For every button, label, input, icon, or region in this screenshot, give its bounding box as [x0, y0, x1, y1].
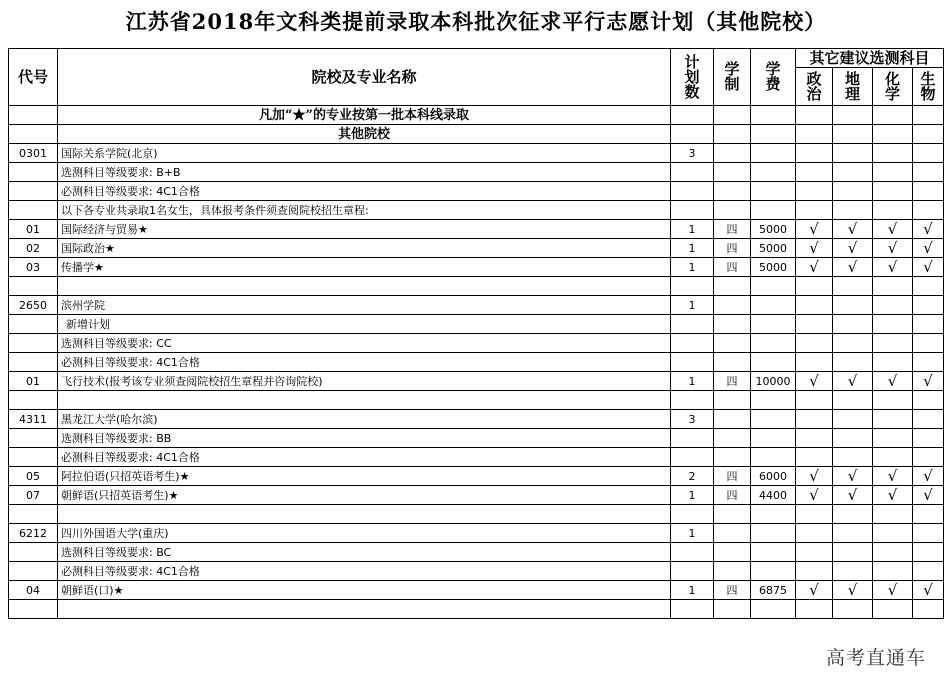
- watermark-text: 高考直通车: [825, 647, 926, 669]
- subject-check-cell: [913, 524, 944, 543]
- fee-cell: [751, 277, 796, 296]
- years-cell: [714, 524, 751, 543]
- subject-check-cell: [913, 163, 944, 182]
- subject-check-cell: [833, 391, 873, 410]
- subject-check-cell: [833, 543, 873, 562]
- subject-check-cell: √: [833, 486, 873, 505]
- subject-check-cell: [796, 163, 833, 182]
- subject-check-cell: [873, 353, 913, 372]
- subject-check-cell: [833, 163, 873, 182]
- name-cell: 四川外国语大学(重庆): [58, 524, 671, 543]
- name-cell: 朝鲜语(口)★: [58, 581, 671, 600]
- subject-check-cell: [873, 106, 913, 125]
- name-cell: 选测科目等级要求: BB: [58, 429, 671, 448]
- years-cell: [714, 543, 751, 562]
- header-years-text: 学 制: [724, 60, 740, 93]
- table-row: [9, 334, 944, 353]
- quota-cell: [671, 505, 714, 524]
- years-cell: 四: [714, 467, 751, 486]
- subject-check-cell: √: [913, 239, 944, 258]
- fee-cell: [751, 201, 796, 220]
- fee-cell: [751, 334, 796, 353]
- table-row: [9, 543, 944, 562]
- subject-check-cell: [796, 505, 833, 524]
- fee-cell: [751, 448, 796, 467]
- subject-check-cell: [796, 429, 833, 448]
- name-cell: 黑龙江大学(哈尔滨): [58, 410, 671, 429]
- subject-check-cell: [833, 277, 873, 296]
- fee-cell: [751, 125, 796, 144]
- subject-check-cell: [913, 562, 944, 581]
- code-cell: [9, 562, 58, 581]
- table-row: [9, 562, 944, 581]
- quota-cell: 3: [671, 410, 714, 429]
- quota-cell: [671, 182, 714, 201]
- code-cell: 01: [9, 372, 58, 391]
- quota-cell: [671, 125, 714, 144]
- fee-cell: 5000: [751, 239, 796, 258]
- fee-cell: [751, 353, 796, 372]
- years-cell: [714, 391, 751, 410]
- subject-check-cell: √: [796, 258, 833, 277]
- fee-cell: [751, 429, 796, 448]
- subject-check-cell: √: [796, 467, 833, 486]
- subject-check-cell: [873, 505, 913, 524]
- header-years: [714, 49, 751, 106]
- years-cell: [714, 600, 751, 619]
- subject-check-cell: [873, 543, 913, 562]
- subject-check-cell: [913, 334, 944, 353]
- code-cell: 04: [9, 581, 58, 600]
- name-cell: [58, 505, 671, 524]
- code-cell: [9, 182, 58, 201]
- code-cell: 0301: [9, 144, 58, 163]
- code-cell: [9, 543, 58, 562]
- table-row: [9, 372, 944, 391]
- quota-cell: 2: [671, 467, 714, 486]
- fee-cell: 10000: [751, 372, 796, 391]
- table-row: [9, 220, 944, 239]
- name-cell: 国际关系学院(北京): [58, 144, 671, 163]
- quota-cell: 3: [671, 144, 714, 163]
- name-cell: 其他院校: [58, 125, 671, 144]
- table-row: [9, 277, 944, 296]
- subject-check-cell: [873, 448, 913, 467]
- subject-check-cell: [796, 543, 833, 562]
- subject-check-cell: √: [833, 372, 873, 391]
- years-cell: [714, 562, 751, 581]
- name-cell: 飞行技术(报考该专业须查阅院校招生章程并咨询院校): [58, 372, 671, 391]
- code-cell: 03: [9, 258, 58, 277]
- name-cell: [58, 277, 671, 296]
- subject-check-cell: [796, 277, 833, 296]
- code-cell: 02: [9, 239, 58, 258]
- fee-cell: [751, 524, 796, 543]
- header-subject-geography: 地 理: [833, 68, 873, 106]
- subject-check-cell: √: [873, 467, 913, 486]
- quota-cell: [671, 562, 714, 581]
- name-cell: 滨州学院: [58, 296, 671, 315]
- subject-check-cell: [913, 277, 944, 296]
- subject-check-cell: [833, 505, 873, 524]
- quota-cell: 1: [671, 220, 714, 239]
- subject-check-cell: √: [833, 467, 873, 486]
- name-cell: 选测科目等级要求: B+B: [58, 163, 671, 182]
- quota-cell: [671, 277, 714, 296]
- table-row: [9, 486, 944, 505]
- subject-check-cell: √: [796, 581, 833, 600]
- fee-cell: [751, 106, 796, 125]
- subject-check-cell: [796, 315, 833, 334]
- years-cell: 四: [714, 239, 751, 258]
- subject-check-cell: √: [873, 486, 913, 505]
- subject-check-cell: [873, 277, 913, 296]
- name-cell: 凡加“★”的专业按第一批本科线录取: [58, 106, 671, 125]
- fee-cell: [751, 600, 796, 619]
- years-cell: [714, 334, 751, 353]
- quota-cell: 1: [671, 372, 714, 391]
- quota-cell: 1: [671, 258, 714, 277]
- subject-check-cell: √: [913, 467, 944, 486]
- fee-cell: 4400: [751, 486, 796, 505]
- code-cell: [9, 505, 58, 524]
- fee-cell: [751, 505, 796, 524]
- header-subject-chemistry: 化 学: [873, 68, 913, 106]
- name-cell: 必测科目等级要求: 4C1合格: [58, 182, 671, 201]
- subject-check-cell: √: [913, 258, 944, 277]
- subject-check-cell: [833, 410, 873, 429]
- subject-check-cell: [873, 144, 913, 163]
- quota-cell: [671, 353, 714, 372]
- years-cell: 四: [714, 220, 751, 239]
- subject-check-cell: [796, 334, 833, 353]
- header-subject-politics: 政 治: [796, 68, 833, 106]
- table-row: [9, 163, 944, 182]
- fee-cell: 5000: [751, 220, 796, 239]
- subject-check-cell: [913, 201, 944, 220]
- code-cell: [9, 315, 58, 334]
- quota-cell: [671, 448, 714, 467]
- years-cell: 四: [714, 258, 751, 277]
- table-row: [9, 315, 944, 334]
- years-cell: [714, 315, 751, 334]
- subject-check-cell: √: [873, 220, 913, 239]
- header-code: 代号: [9, 49, 58, 106]
- years-cell: [714, 106, 751, 125]
- subject-check-cell: [873, 429, 913, 448]
- name-cell: 必测科目等级要求: 4C1合格: [58, 562, 671, 581]
- name-cell: 新增计划: [58, 315, 671, 334]
- name-cell: 朝鲜语(只招英语考生)★: [58, 486, 671, 505]
- subject-check-cell: √: [873, 239, 913, 258]
- header-quota: [671, 49, 714, 106]
- years-cell: 四: [714, 486, 751, 505]
- code-cell: [9, 391, 58, 410]
- fee-cell: [751, 144, 796, 163]
- subject-check-cell: [796, 524, 833, 543]
- code-cell: [9, 334, 58, 353]
- header-name: 院校及专业名称: [58, 49, 671, 106]
- subject-check-cell: √: [913, 486, 944, 505]
- table-row: [9, 353, 944, 372]
- subject-check-cell: [833, 125, 873, 144]
- fee-cell: [751, 163, 796, 182]
- table-header: [9, 49, 944, 106]
- years-cell: [714, 505, 751, 524]
- subject-check-cell: [873, 163, 913, 182]
- subject-check-cell: [913, 448, 944, 467]
- subject-check-cell: [833, 562, 873, 581]
- name-cell: 以下各专业共录取1名女生，具体报考条件须查阅院校招生章程:: [58, 201, 671, 220]
- subject-check-cell: √: [873, 372, 913, 391]
- code-cell: 4311: [9, 410, 58, 429]
- years-cell: [714, 429, 751, 448]
- subject-check-cell: √: [913, 372, 944, 391]
- header-subjects-group: 其它建议选测科目: [796, 49, 944, 68]
- years-cell: [714, 410, 751, 429]
- subject-check-cell: [833, 524, 873, 543]
- subject-check-cell: √: [833, 239, 873, 258]
- code-cell: [9, 201, 58, 220]
- code-cell: [9, 125, 58, 144]
- subject-check-cell: [796, 106, 833, 125]
- table-body: [9, 106, 944, 619]
- subject-check-cell: [873, 524, 913, 543]
- table-row: [9, 467, 944, 486]
- name-cell: 选测科目等级要求: CC: [58, 334, 671, 353]
- table-row: [9, 125, 944, 144]
- subject-check-cell: [833, 106, 873, 125]
- quota-cell: [671, 315, 714, 334]
- subject-check-cell: √: [796, 220, 833, 239]
- subject-check-cell: [796, 410, 833, 429]
- subject-check-cell: √: [796, 372, 833, 391]
- quota-cell: 1: [671, 239, 714, 258]
- subject-check-cell: √: [833, 220, 873, 239]
- page-title: 江苏省2018年文科类提前录取本科批次征求平行志愿计划（其他院校）: [125, 9, 827, 34]
- subject-check-cell: [833, 334, 873, 353]
- subject-check-cell: [913, 429, 944, 448]
- code-cell: 07: [9, 486, 58, 505]
- years-cell: 四: [714, 372, 751, 391]
- subject-check-cell: √: [873, 581, 913, 600]
- subject-check-cell: [873, 315, 913, 334]
- table-row: [9, 296, 944, 315]
- subject-check-cell: [833, 144, 873, 163]
- fee-cell: 5000: [751, 258, 796, 277]
- subject-check-cell: [913, 182, 944, 201]
- code-cell: [9, 429, 58, 448]
- subject-check-cell: [873, 600, 913, 619]
- subject-check-cell: [833, 201, 873, 220]
- fee-cell: 6000: [751, 467, 796, 486]
- name-cell: 国际政治★: [58, 239, 671, 258]
- subject-check-cell: [873, 391, 913, 410]
- subject-check-cell: [873, 182, 913, 201]
- subject-check-cell: [873, 296, 913, 315]
- fee-cell: 6875: [751, 581, 796, 600]
- years-cell: [714, 144, 751, 163]
- subject-check-cell: [913, 410, 944, 429]
- years-cell: [714, 353, 751, 372]
- table-row: [9, 410, 944, 429]
- subject-check-cell: √: [796, 239, 833, 258]
- subject-check-cell: [913, 144, 944, 163]
- quota-cell: [671, 106, 714, 125]
- subject-check-cell: [796, 353, 833, 372]
- quota-cell: 1: [671, 296, 714, 315]
- name-cell: [58, 391, 671, 410]
- table-row: [9, 391, 944, 410]
- subject-check-cell: [913, 106, 944, 125]
- admission-plan-table: [8, 48, 944, 619]
- quota-cell: [671, 429, 714, 448]
- quota-cell: [671, 543, 714, 562]
- subject-check-cell: √: [796, 486, 833, 505]
- fee-cell: [751, 315, 796, 334]
- subject-check-cell: [833, 600, 873, 619]
- header-quota-text: 计 划 数: [684, 52, 700, 101]
- years-cell: [714, 296, 751, 315]
- table-row: [9, 505, 944, 524]
- years-cell: [714, 125, 751, 144]
- subject-check-cell: [873, 125, 913, 144]
- quota-cell: [671, 391, 714, 410]
- subject-check-cell: [873, 562, 913, 581]
- years-cell: [714, 277, 751, 296]
- subject-check-cell: [873, 410, 913, 429]
- code-cell: [9, 277, 58, 296]
- code-cell: [9, 106, 58, 125]
- code-cell: 01: [9, 220, 58, 239]
- code-cell: 6212: [9, 524, 58, 543]
- fee-cell: [751, 562, 796, 581]
- table-row: [9, 106, 944, 125]
- name-cell: 选测科目等级要求: BC: [58, 543, 671, 562]
- subject-check-cell: √: [913, 220, 944, 239]
- subject-check-cell: [796, 600, 833, 619]
- subject-check-cell: [796, 391, 833, 410]
- subject-check-cell: [913, 543, 944, 562]
- name-cell: 必测科目等级要求: 4C1合格: [58, 448, 671, 467]
- code-cell: [9, 448, 58, 467]
- years-cell: 四: [714, 581, 751, 600]
- fee-cell: [751, 182, 796, 201]
- fee-cell: [751, 410, 796, 429]
- table-row: [9, 182, 944, 201]
- name-cell: 阿拉伯语(只招英语考生)★: [58, 467, 671, 486]
- subject-check-cell: √: [873, 258, 913, 277]
- name-cell: [58, 600, 671, 619]
- name-cell: 必测科目等级要求: 4C1合格: [58, 353, 671, 372]
- name-cell: 国际经济与贸易★: [58, 220, 671, 239]
- table-row: [9, 581, 944, 600]
- subject-check-cell: [873, 201, 913, 220]
- quota-cell: 1: [671, 486, 714, 505]
- fee-cell: [751, 543, 796, 562]
- subject-check-cell: [796, 182, 833, 201]
- quota-cell: [671, 163, 714, 182]
- header-fee: [751, 49, 796, 106]
- subject-check-cell: √: [833, 581, 873, 600]
- code-cell: [9, 600, 58, 619]
- header-subject-biology: 生 物: [913, 68, 944, 106]
- subject-check-cell: [796, 296, 833, 315]
- subject-check-cell: [913, 353, 944, 372]
- years-cell: [714, 182, 751, 201]
- years-cell: [714, 448, 751, 467]
- table-row: [9, 429, 944, 448]
- subject-check-cell: [796, 201, 833, 220]
- subject-check-cell: [833, 315, 873, 334]
- quota-cell: [671, 600, 714, 619]
- subject-check-cell: [796, 125, 833, 144]
- code-cell: [9, 353, 58, 372]
- table-row: [9, 524, 944, 543]
- table-row: [9, 201, 944, 220]
- years-cell: [714, 163, 751, 182]
- quota-cell: 1: [671, 524, 714, 543]
- table-row: [9, 144, 944, 163]
- subject-check-cell: √: [913, 581, 944, 600]
- table-row: [9, 258, 944, 277]
- subject-check-cell: [833, 353, 873, 372]
- subject-check-cell: [833, 296, 873, 315]
- code-cell: 2650: [9, 296, 58, 315]
- quota-cell: 1: [671, 581, 714, 600]
- fee-cell: [751, 296, 796, 315]
- years-cell: [714, 201, 751, 220]
- subject-check-cell: [833, 429, 873, 448]
- subject-check-cell: [913, 600, 944, 619]
- quota-cell: [671, 201, 714, 220]
- subject-check-cell: √: [833, 258, 873, 277]
- header-fee-text: 学 费: [765, 60, 781, 93]
- table-row: [9, 239, 944, 258]
- table-row: [9, 600, 944, 619]
- code-cell: 05: [9, 467, 58, 486]
- quota-cell: [671, 334, 714, 353]
- table-row: [9, 448, 944, 467]
- subject-check-cell: [796, 562, 833, 581]
- fee-cell: [751, 391, 796, 410]
- subject-check-cell: [833, 182, 873, 201]
- subject-check-cell: [913, 296, 944, 315]
- subject-check-cell: [913, 315, 944, 334]
- subject-check-cell: [913, 125, 944, 144]
- subject-check-cell: [913, 391, 944, 410]
- subject-check-cell: [796, 144, 833, 163]
- code-cell: [9, 163, 58, 182]
- subject-check-cell: [833, 448, 873, 467]
- subject-check-cell: [796, 448, 833, 467]
- subject-check-cell: [913, 505, 944, 524]
- subject-check-cell: [873, 334, 913, 353]
- name-cell: 传播学★: [58, 258, 671, 277]
